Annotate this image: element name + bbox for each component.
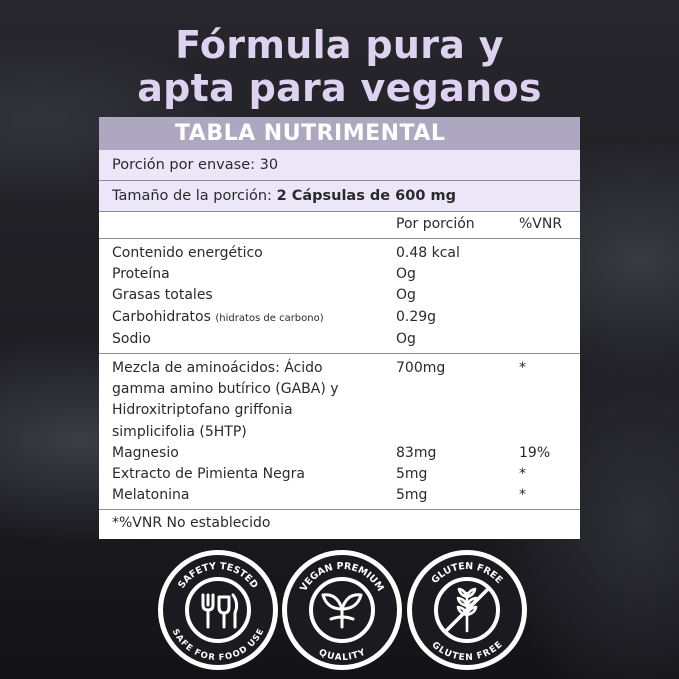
ingredient-amount: 700mg: [396, 360, 446, 377]
ingredient-amount: 5mg: [396, 487, 428, 504]
nutrient-name-group: [99, 307, 382, 329]
headline-line-2: apta para veganos: [137, 66, 542, 110]
gluten-badge-graphic: [404, 547, 530, 673]
safety-tested-badge: [155, 547, 281, 673]
safety-badge-top-text: SAFETY TESTED: [176, 560, 260, 591]
nutrient-amount: Og: [396, 330, 416, 347]
headline: [0, 24, 679, 110]
serving-size-row: [99, 181, 580, 212]
nutrient-name: Carbohidratos: [112, 308, 211, 325]
basic-nutrients-section: [99, 239, 580, 354]
table-row: [99, 485, 580, 506]
column-vnr: %VNR: [519, 216, 563, 232]
table-row: [99, 464, 580, 485]
safety-badge-bottom-text: SAFE FOR FOOD USE: [169, 627, 267, 664]
column-per-serving: Por porción: [396, 216, 475, 232]
ingredient-vnr: 19%: [519, 444, 551, 461]
serving-size-label: Tamaño de la porción:: [112, 188, 277, 204]
ingredient-amount: 83mg: [396, 444, 437, 461]
headline-line-1: Fórmula pura y: [175, 23, 504, 67]
gluten-free-badge: [404, 547, 530, 673]
nutrient-name: Contenido energético: [112, 245, 263, 261]
table-row: [99, 329, 580, 350]
active-ingredients-section: [99, 354, 580, 510]
serving-count-row: Porción por envase: 30: [99, 150, 580, 181]
vegan-badge-top-text: VEGAN PREMIUM: [298, 560, 386, 594]
vegan-premium-badge: [279, 547, 405, 673]
ingredient-vnr: *: [519, 360, 526, 377]
gluten-badge-top-text: GLUTEN FREE: [429, 560, 505, 586]
vegan-badge-bottom-text: QUALITY: [317, 647, 368, 664]
table-row: [99, 307, 580, 329]
safety-badge-graphic: [155, 547, 281, 673]
ingredient-name: Melatonina: [112, 487, 190, 504]
nutrient-amount: Og: [396, 266, 416, 283]
gluten-badge-bottom-text: GLUTEN FREE: [429, 640, 505, 664]
table-row: [99, 243, 580, 264]
serving-size-value: 2 Cápsulas de 600 mg: [276, 188, 456, 204]
table-title: TABLA NUTRIMENTAL: [99, 117, 580, 150]
table-row: [99, 358, 580, 443]
table-row: [99, 264, 580, 285]
nutrient-note: (hidratos de carbono): [215, 312, 324, 324]
nutrient-amount: Og: [396, 287, 416, 304]
nutrient-amount: 0.48 kcal: [396, 245, 460, 261]
ingredient-vnr: *: [519, 466, 526, 483]
vnr-footnote: *%VNR No establecido: [112, 515, 271, 532]
ingredient-name: Mezcla de aminoácidos: Ácido gamma amino butírico (GABA) y Hidroxitriptofano griffonia simplicifolia (5HTP): [112, 360, 339, 440]
nutrition-table: [99, 117, 580, 539]
table-row: [99, 285, 580, 306]
table-row: [99, 443, 580, 464]
ingredient-name: Extracto de Pimienta Negra: [112, 466, 305, 483]
ingredient-amount: 5mg: [396, 466, 428, 483]
column-header-row: [99, 212, 580, 239]
nutrient-name: Grasas totales: [112, 287, 213, 304]
nutrient-name: Sodio: [112, 330, 151, 347]
ingredient-name: Magnesio: [112, 444, 179, 461]
vegan-badge-graphic: [279, 547, 405, 673]
nutrient-amount: 0.29g: [396, 308, 437, 325]
nutrient-name: Proteína: [112, 266, 170, 283]
certification-badges: [0, 547, 679, 677]
ingredient-vnr: *: [519, 487, 526, 504]
